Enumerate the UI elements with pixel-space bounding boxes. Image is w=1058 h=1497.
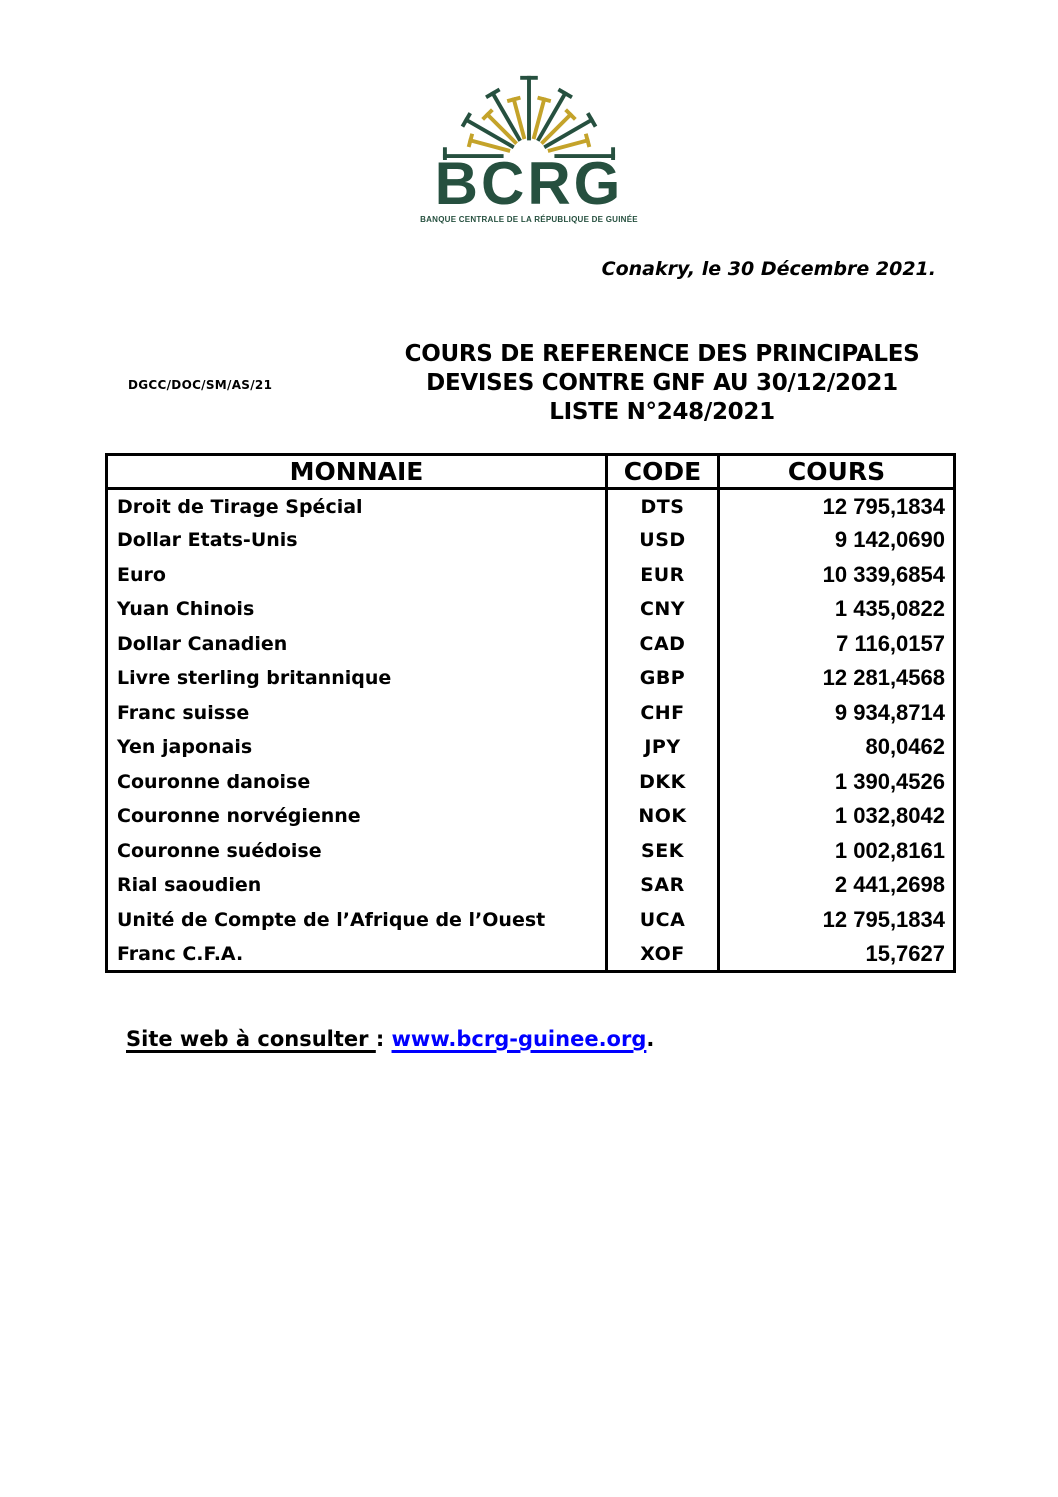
currency-name: Couronne norvégienne [117,805,361,828]
currency-rate: 2 441,2698 [719,868,955,903]
currency-code: JPY [607,730,719,765]
currency-name: Livre sterling britannique [117,667,392,690]
reference-number: DGCC/DOC/SM/AS/21 [128,378,273,392]
logo-tagline: BANQUE CENTRALE DE LA RÉPUBLIQUE DE GUINÉE [420,215,638,224]
table-row [107,696,955,731]
currency-name: Yen japonais [117,736,253,759]
currency-code: GBP [607,661,719,696]
table-row [107,937,955,972]
table-header-row [107,455,955,489]
table-row [107,592,955,627]
title-line-2: DEVISES CONTRE GNF AU 30/12/2021 [426,370,898,396]
currency-rate: 9 934,8714 [719,696,955,731]
currency-code: CHF [607,696,719,731]
currency-code: SAR [607,868,719,903]
currency-name: Rial saoudien [117,874,262,897]
table-row [107,558,955,593]
currency-rate: 12 795,1834 [719,903,955,938]
currency-code: EUR [607,558,719,593]
currency-rate: 10 339,6854 [719,558,955,593]
currency-code: CNY [607,592,719,627]
table-row [107,834,955,869]
column-header-code: CODE [607,455,719,489]
sunburst-rays-icon [441,70,617,160]
currency-rate: 15,7627 [719,937,955,972]
table-row [107,523,955,558]
currency-rate: 12 795,1834 [719,489,955,524]
exchange-rates-table [105,453,956,973]
currency-code: NOK [607,799,719,834]
currency-rate: 12 281,4568 [719,661,955,696]
table-row [107,489,955,524]
document-title [292,340,1032,427]
currency-name: Droit de Tirage Spécial [117,495,363,518]
table-row [107,730,955,765]
table-row [107,765,955,800]
column-header-cours: COURS [719,455,955,489]
website-link[interactable]: www.bcrg-guinee.org [391,1027,647,1051]
currency-name: Euro [117,563,166,586]
currency-rate: 80,0462 [719,730,955,765]
table-row [107,868,955,903]
currency-name: Dollar Etats-Unis [117,529,298,552]
currency-name: Yuan Chinois [117,598,255,621]
currency-name: Unité de Compte de l’Afrique de l’Ouest [117,908,546,931]
site-label: Site web à consulter [126,1027,376,1051]
currency-code: DTS [607,489,719,524]
footer [126,1027,654,1051]
currency-code: SEK [607,834,719,869]
currency-rate: 1 435,0822 [719,592,955,627]
site-separator: : [375,1027,392,1051]
currency-rate: 1 032,8042 [719,799,955,834]
currency-code: USD [607,523,719,558]
table-row [107,799,955,834]
bcrg-logo [0,70,1058,224]
currency-name: Franc C.F.A. [117,942,244,965]
currency-code: DKK [607,765,719,800]
logo-acronym: BCRG [434,150,624,217]
site-period: . [646,1027,655,1051]
currency-code: UCA [607,903,719,938]
table-row [107,903,955,938]
currency-code: CAD [607,627,719,662]
currency-name: Franc suisse [117,701,250,724]
table-row [107,661,955,696]
column-header-monnaie: MONNAIE [107,455,607,489]
currency-rate: 9 142,0690 [719,523,955,558]
currency-name: Couronne danoise [117,770,311,793]
currency-name: Couronne suédoise [117,839,322,862]
currency-rate: 1 002,8161 [719,834,955,869]
currency-rate: 1 390,4526 [719,765,955,800]
date-line: Conakry, le 30 Décembre 2021. [601,258,936,280]
title-line-3: LISTE N°248/2021 [549,399,775,425]
table-row [107,627,955,662]
title-line-1: COURS DE REFERENCE DES PRINCIPALES [404,341,920,367]
currency-name: Dollar Canadien [117,632,288,655]
currency-code: XOF [607,937,719,972]
currency-rate: 7 116,0157 [719,627,955,662]
